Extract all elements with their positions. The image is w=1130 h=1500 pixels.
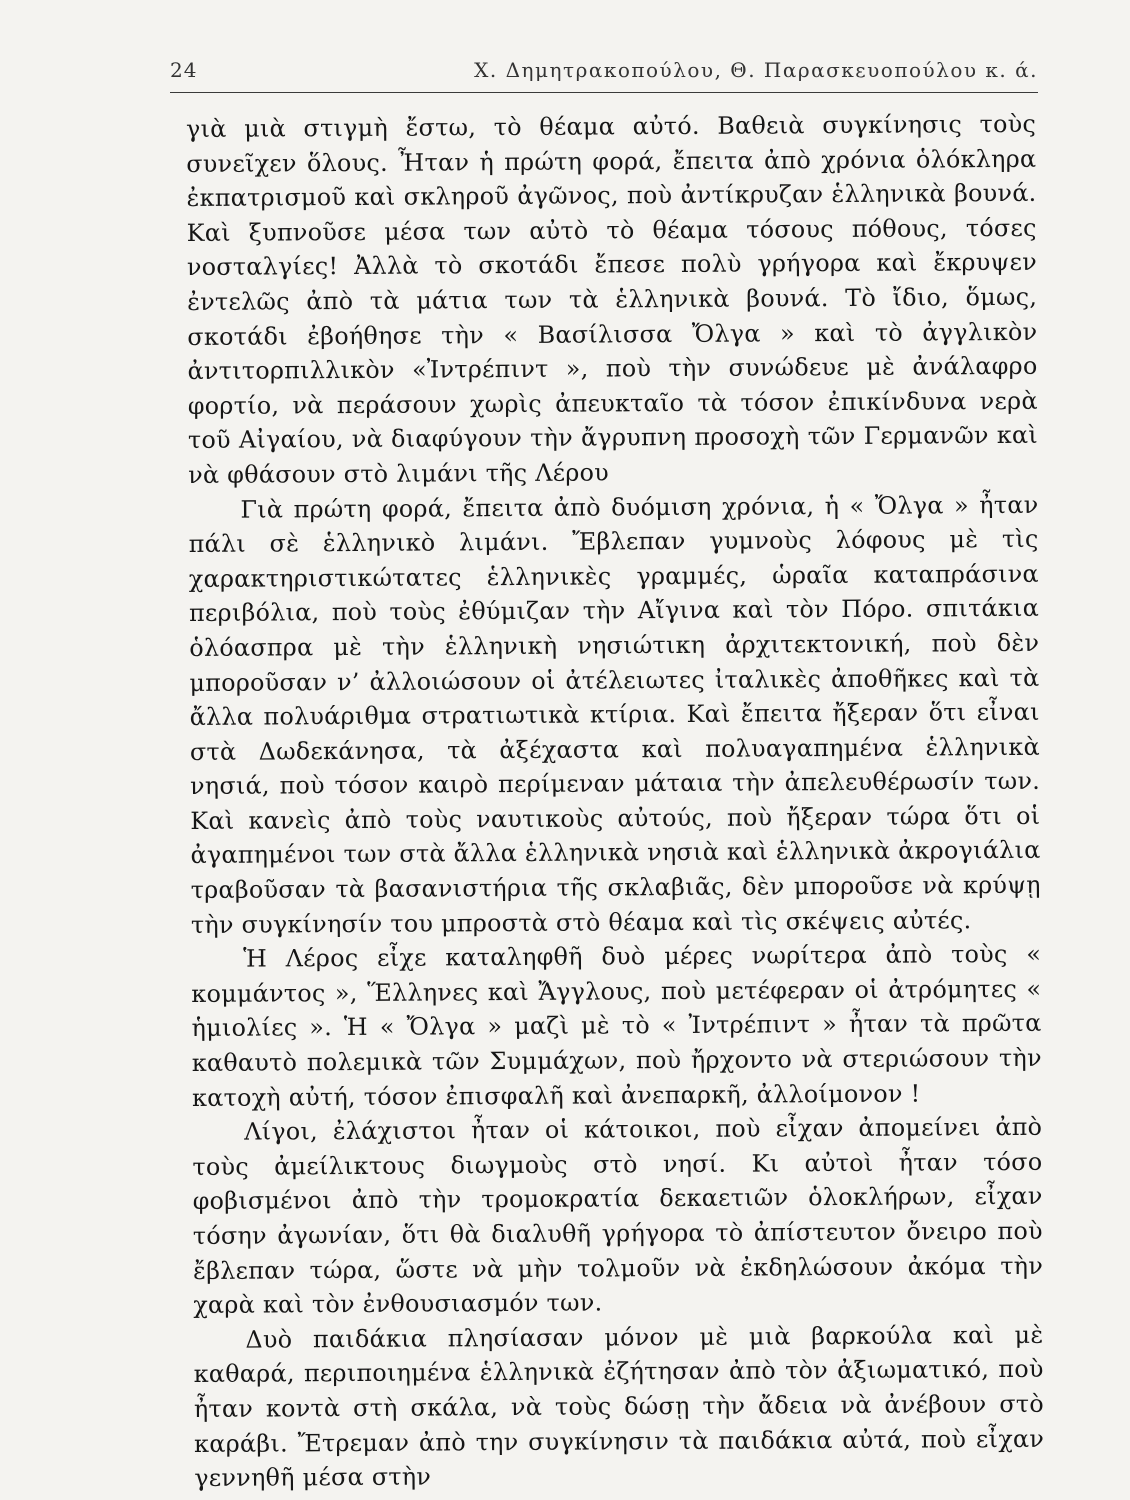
running-head xyxy=(170,50,1038,93)
running-head-title: Χ. Δημητρακοπούλου, Θ. Παρασκευοπούλου κ. ά. xyxy=(474,58,1038,82)
paragraph: Δυὸ παιδάκια πλησίασαν μόνον μὲ μιὰ βαρκούλα καὶ μὲ καθαρά, περιποιημένα ἑλληνικὰ ἐζήτησαν ἀπὸ τὸν ἀξιωματικό, ποὺ ἦταν κοντὰ στὴ σκάλα, νὰ τοὺς δώσῃ τὴν ἄδεια νὰ ἀνέβουν στὸ καράβι. Ἔτρεμαν ἀπὸ την συγκίνησιν τὰ παιδάκια αὐτά, ποὺ εἶχαν γεννηθῆ μέσα στὴν xyxy=(193,1320,1045,1493)
paragraph: Γιὰ πρώτη φορά, ἔπειτα ἀπὸ δυόμιση χρόνια, ἡ « Ὄλγα » ἦταν πάλι σὲ ἑλληνικὸ λιμάνι. Ἔβλεπαν γυμνοὺς λόφους μὲ τὶς χαρακτηριστικώτατες ἑλληνικὲς γραμμές, ὡραῖα καταπράσινα περιβόλια, ποὺ τοὺς ἐθύμιζαν τὴν Αἴγινα καὶ τὸν Πόρο. σπιτάκια ὁλόασπρα μὲ τὴν ἑλληνικὴ νησιώτικη ἀρχιτεκτονική, ποὺ δὲν μποροῦσαν ν’ ἀλλοιώσουν οἱ ἀτέλειωτες ἰταλικὲς ἀποθῆκες καὶ τὰ ἄλλα πολυάριθμα στρατιωτικὰ κτίρια. Καὶ ἔπειτα ἤξεραν ὅτι εἶναι στὰ Δωδεκάνησα, τὰ ἀξέχαστα καὶ πολυαγαπημένα ἑλληνικὰ νησιά, ποὺ τόσον καιρὸ περίμεναν μάταια τὴν ἀπελευθέρωσίν των. Καὶ κανεὶς ἀπὸ τοὺς ναυτικοὺς αὐτούς, ποὺ ἤξεραν τώρα ὅτι οἱ ἀγαπημένοι των στὰ ἄλλα ἑλληνικὰ νησιὰ καὶ ἑλληνικὰ ἀκρογιάλια τραβοῦσαν τὰ βασανιστήρια τῆς σκλαβιᾶς, δὲν μποροῦσε νὰ κρύψῃ τὴν συγκίνησίν του μπροστὰ στὸ θέαμα καὶ τὶς σκέψεις αὐτές. xyxy=(188,490,1041,939)
paragraph: Ἡ Λέρος εἶχε καταληφθῆ δυὸ μέρες νωρίτερα ἀπὸ τοὺς « κομμάντος », Ἕλληνες καὶ Ἄγγλους, ποὺ μετέφεραν οἱ ἀτρόμητες « ἡμιολίες ». Ἡ « Ὄλγα » μαζὶ μὲ τὸ « Ἰντρέπιντ » ἦταν τὰ πρῶτα καθαυτὸ πολεμικὰ τῶν Συμμάχων, ποὺ ἤρχοντο νὰ στεριώσουν τὴν κατοχὴ αὐτή, τόσον ἐπισφαλῆ καὶ ἀνεπαρκῆ, ἀλλοίμονον ! xyxy=(191,940,1042,1112)
page-number: 24 xyxy=(170,58,198,82)
paragraph: Λίγοι, ἐλάχιστοι ἦταν οἱ κάτοικοι, ποὺ εἶχαν ἀπομείνει ἀπὸ τοὺς ἀμείλικτους διωγμοὺς στὸ νησί. Κι αὐτοὶ ἦταν τόσο φοβισμένοι ἀπὸ τὴν τρομοκρατία δεκαετιῶν ὁλοκλήρων, εἶχαν τόσην ἀγωνίαν, ὅτι θὰ διαλυθῆ γρήγορα τὸ ἀπίστευτον ὄνειρο ποὺ ἔβλεπαν τώρα, ὥστε νὰ μὴν τολμοῦν νὰ ἐκδηλώσουν ἀκόμα τὴν χαρὰ καὶ τὸν ἐνθουσιασμόν των. xyxy=(192,1113,1044,1320)
paragraph: γιὰ μιὰ στιγμὴ ἔστω, τὸ θέαμα αὐτό. Βαθειὰ συγκίνησις τοὺς συνεῖχεν ὅλους. Ἦταν ἡ πρώτη φορά, ἔπειτα ἀπὸ χρόνια ὁλόκληρα ἐκπατρισμοῦ καὶ σκληροῦ ἀγῶνος, ποὺ ἀντίκρυζαν ἑλληνικὰ βουνά. Καὶ ξυπνοῦσε μέσα των αὐτὸ τὸ θέαμα τόσους πόθους, τόσες νοσταλγίες! Ἀλλὰ τὸ σκοτάδι ἔπεσε πολὺ γρήγορα καὶ ἔκρυψεν ἐντελῶς ἀπὸ τὰ μάτια των τὰ ἑλληνικὰ βουνά. Τὸ ἴδιο, ὅμως, σκοτάδι ἐβοήθησε τὴν « Βασίλισσα Ὄλγα » καὶ τὸ ἀγγλικὸν ἀντιτορπιλλικὸν «Ἰντρέπιντ », ποὺ τὴν συνώδευε μὲ ἀνάλαφρο φορτίο, νὰ περάσουν χωρὶς ἀπευκταῖο τὰ τόσον ἐπικίνδυνα νερὰ τοῦ Αἰγαίου, νὰ διαφύγουν τὴν ἄγρυπνη προσοχὴ τῶν Γερμανῶν καὶ νὰ φθάσουν στὸ λιμάνι τῆς Λέρου xyxy=(186,109,1039,489)
body-text xyxy=(186,107,1044,1496)
